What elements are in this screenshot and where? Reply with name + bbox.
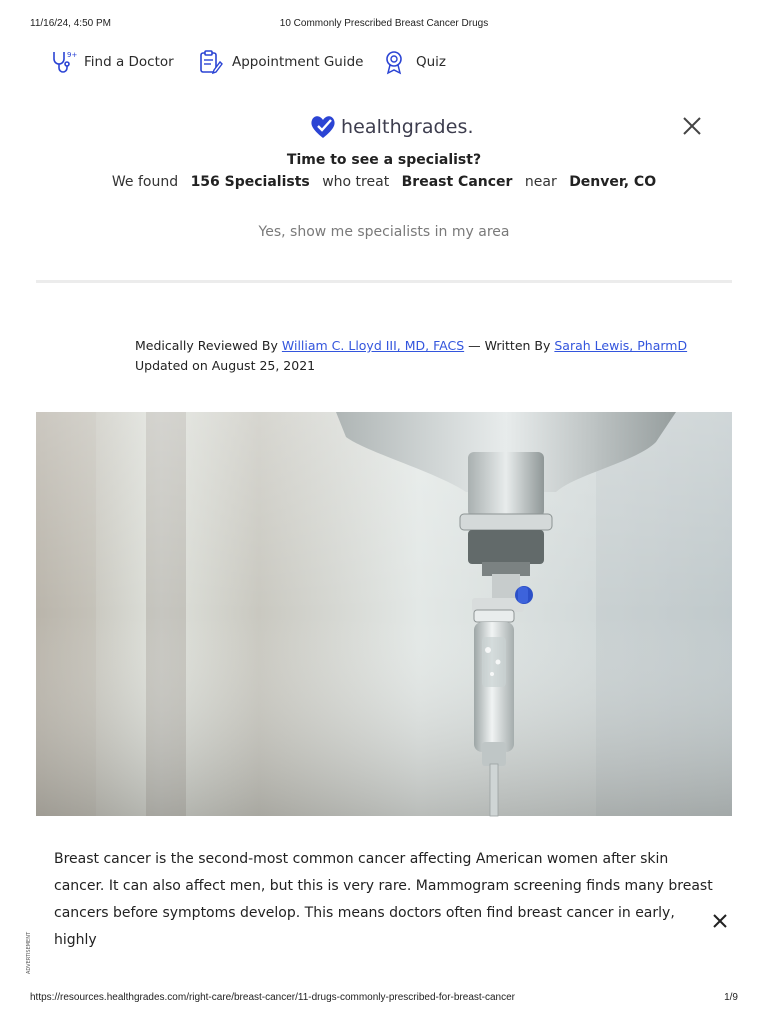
clipboard-icon <box>196 48 224 76</box>
nav-appointment-guide[interactable] <box>196 46 363 78</box>
close-icon <box>680 114 704 138</box>
banner-divider <box>36 280 732 283</box>
advertisement-label: ADVERTISEMENT <box>26 931 32 974</box>
heart-logo-icon <box>309 114 337 140</box>
article-byline <box>135 336 687 376</box>
reviewer-link[interactable]: William C. Lloyd III, MD, FACS <box>281 338 465 353</box>
close-icon <box>709 910 731 932</box>
close-banner-button[interactable] <box>680 114 704 138</box>
nav-appointment-guide-label: Appointment Guide <box>232 54 364 70</box>
banner-near: near <box>524 174 557 190</box>
banner-summary <box>36 174 732 190</box>
print-document-title: 10 Commonly Prescribed Breast Cancer Drugs <box>279 18 489 29</box>
hero-image-iv-drip <box>36 412 732 816</box>
print-datetime: 11/16/24, 4:50 PM <box>30 18 111 29</box>
brand-wordmark: healthgrades. <box>341 116 474 138</box>
reviewed-prefix: Medically Reviewed By <box>135 338 278 353</box>
nav-find-a-doctor-label: Find a Doctor <box>84 54 174 70</box>
close-ad-button[interactable] <box>709 910 731 932</box>
badge-icon <box>380 48 408 76</box>
banner-who-treat: who treat <box>322 174 390 190</box>
print-footer <box>0 992 768 1008</box>
print-header <box>0 18 768 34</box>
banner-title: Time to see a specialist? <box>286 152 482 168</box>
banner-we-found: We found <box>111 174 179 190</box>
show-specialists-link[interactable]: Yes, show me specialists in my area <box>258 224 510 240</box>
article-body-paragraph: Breast cancer is the second-most common cancer affecting American women after skin cancer. It can also affect men, but this is very rare. Mammogram screening finds many breast cancers before symptoms develop. This means doctors often find breast cancer in early, highly <box>54 851 713 948</box>
written-prefix: — Written By <box>468 338 551 353</box>
nav-find-a-doctor[interactable] <box>48 46 174 78</box>
banner-location: Denver, CO <box>569 174 657 190</box>
stethoscope-icon <box>48 48 76 76</box>
top-navigation <box>36 46 732 78</box>
banner-specialist-count: 156 Specialists <box>190 174 310 190</box>
nav-badge-count: 9+ <box>67 51 78 59</box>
print-url: https://resources.healthgrades.com/right-care/breast-cancer/11-drugs-commonly-prescribed-for-breast-cancer <box>30 992 516 1003</box>
print-page-number: 1/9 <box>724 992 738 1003</box>
updated-date: Updated on August 25, 2021 <box>135 358 316 373</box>
healthgrades-logo[interactable] <box>309 112 474 142</box>
author-link[interactable]: Sarah Lewis, PharmD <box>554 338 688 353</box>
nav-quiz-label: Quiz <box>416 54 447 70</box>
nav-quiz[interactable] <box>380 46 446 78</box>
byline-reviewed-line <box>135 336 687 356</box>
specialist-banner <box>36 90 732 280</box>
banner-condition: Breast Cancer <box>401 174 513 190</box>
